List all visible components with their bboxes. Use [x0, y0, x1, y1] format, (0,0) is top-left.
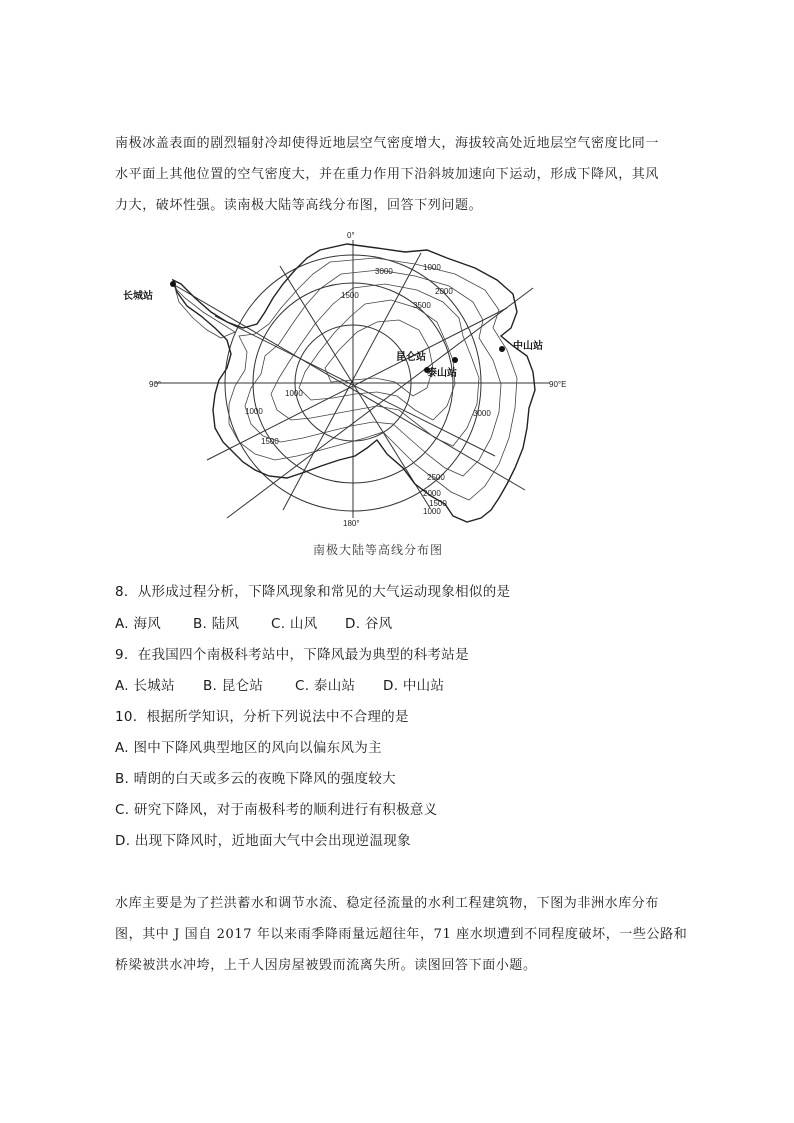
meridian-label-bottom: 180°	[343, 519, 360, 528]
question-8-stem: 8．从形成过程分析，下降风现象和常见的大气运动现象相似的是	[115, 584, 511, 600]
intro-paragraph-2	[115, 888, 688, 981]
q10-option-a[interactable]: A. 图中下降风典型地区的风向以偏东风为主	[115, 740, 382, 756]
taishan-station-label: 泰山站	[427, 368, 457, 379]
contour-label: 3000	[473, 409, 491, 418]
antarctica-contour-map	[115, 228, 595, 568]
contour-label: 3500	[413, 301, 431, 310]
contour-label: 1500	[429, 499, 447, 508]
q9-option-c[interactable]: C. 泰山站	[295, 678, 356, 694]
contour-label: 2000	[435, 287, 453, 296]
meridian-label-right: 90°E	[549, 380, 567, 389]
zhongshan-station-marker	[499, 346, 505, 352]
q8-option-c[interactable]: C. 山风	[271, 616, 318, 632]
question-8-options	[115, 612, 392, 632]
contour-label: 2000	[423, 489, 441, 498]
map-caption: 南极大陆等高线分布图	[313, 543, 444, 557]
meridian-label-left: 90°	[149, 380, 162, 389]
q9-option-d[interactable]: D. 中山站	[383, 678, 445, 694]
contour-label: 1500	[341, 291, 359, 300]
q10-option-c[interactable]: C. 研究下降风，对于南极科考的顺利进行有积极意义	[115, 802, 438, 818]
taishan-station-marker	[452, 357, 458, 363]
contour-label: 3000	[375, 267, 393, 276]
q10-option-b[interactable]: B. 晴朗的白天或多云的夜晚下降风的强度较大	[115, 771, 396, 787]
q8-option-b[interactable]: B. 陆风	[193, 616, 240, 632]
intro1-line: 南极冰盖表面的剧烈辐射冷却使得近地层空气密度增大，海拔较高处近地层空气密度比同一	[115, 136, 660, 151]
question-10-stem: 10．根据所学知识，分析下列说法中不合理的是	[115, 709, 409, 725]
q10-option-d[interactable]: D. 出现下降风时，近地面大气中会出现逆温现象	[115, 833, 411, 849]
contour-label: 1000	[423, 263, 441, 272]
kunlun-station-label: 昆仑站	[396, 352, 426, 363]
q8-option-d[interactable]: D. 谷风	[345, 616, 393, 632]
map-svg	[115, 228, 595, 568]
zhongshan-station-label: 中山站	[513, 341, 543, 352]
contour-label: 1500	[261, 437, 279, 446]
question-9-stem: 9．在我国四个南极科考站中，下降风最为典型的科考站是	[115, 647, 469, 663]
contour-label: 2500	[427, 473, 445, 482]
changcheng-station-marker	[170, 281, 176, 287]
contour-label: 1000	[285, 389, 303, 398]
q9-option-b[interactable]: B. 昆仑站	[203, 678, 264, 694]
changcheng-station-label: 长城站	[123, 291, 153, 302]
intro-paragraph-1	[115, 128, 685, 221]
meridian-label-top: 0°	[347, 231, 355, 240]
contour-label: 1000	[245, 407, 263, 416]
q9-option-a[interactable]: A. 长城站	[115, 678, 175, 694]
intro2-line: 桥梁被洪水冲垮，上千人因房屋被毁而流离失所。读图回答下面小题。	[115, 958, 537, 973]
intro2-line: 水库主要是为了拦洪蓄水和调节水流、稳定径流量的水利工程建筑物，下图为非洲水库分布	[115, 896, 660, 911]
contour-label: 1000	[423, 507, 441, 516]
intro2-line: 图，其中 J 国自 2017 年以来雨季降雨量远超往年，71 座水坝遭到不同程度破坏，一些公路和	[115, 927, 688, 942]
q8-option-a[interactable]: A. 海风	[115, 616, 162, 632]
intro1-line: 力大，破坏性强。读南极大陆等高线分布图，回答下列问题。	[115, 198, 483, 213]
intro1-line: 水平面上其他位置的空气密度大，并在重力作用下沿斜坡加速向下运动，形成下降风，其风	[115, 167, 660, 182]
question-9-options	[115, 674, 444, 694]
